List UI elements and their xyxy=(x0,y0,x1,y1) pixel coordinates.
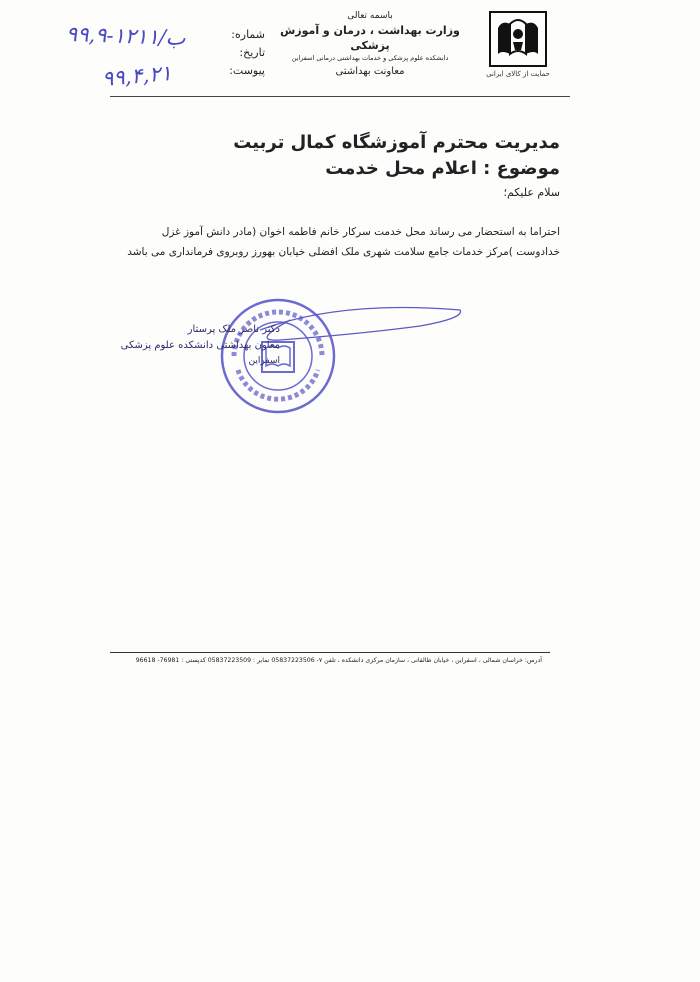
deputy-name: معاونت بهداشتی xyxy=(335,66,405,77)
number-label: شماره: xyxy=(231,28,265,41)
letterhead xyxy=(270,10,470,80)
logo-caption: حمایت از کالای ایرانی xyxy=(486,70,550,78)
ministry-logo xyxy=(488,10,548,68)
footer-divider xyxy=(110,652,550,653)
signatory-city: اسفراین xyxy=(248,356,280,366)
footer-address: آدرس: خراسان شمالی ، اسفراین ، خیابان طالقانی ، سازمان مرکزی دانشکده ، تلفن ۷- 05837223506 نمابر : 05837223509 کدپستی : 76981- 96618 xyxy=(135,657,542,664)
header-divider xyxy=(110,96,570,97)
subject: موضوع : اعلام محل خدمت xyxy=(325,158,560,179)
attachment-label: پیوست: xyxy=(229,64,265,77)
date-label: تاریخ: xyxy=(239,46,265,59)
letter-meta xyxy=(205,26,265,80)
greeting: سلام علیکم؛ xyxy=(503,186,560,199)
handwritten-number: ۹۹,۹-ب/۱۲۱۱ xyxy=(65,21,186,51)
basmala: باسمه تعالی xyxy=(347,11,393,21)
letter-body: احتراما به استحضار می رساند محل خدمت سرکار خانم فاطمه اخوان (مادر دانش آموز غزل خدادوست )مرکز خدمات جامع سلامت شهری ملک افضلی خیابان بهورز روبروی فرمانداری می باشد xyxy=(127,226,560,258)
handwritten-date: ۹۹,۴,۲۱ xyxy=(101,61,173,91)
university-name: دانشکده علوم پزشکی و خدمات بهداشتی درمانی اسفراین xyxy=(291,54,449,62)
ministry-name: وزارت بهداشت ، درمان و آموزش پزشکی xyxy=(280,24,460,52)
signatory-title: معاون بهداشتی دانشکده علوم پزشکی xyxy=(120,340,280,351)
signatory-name: دکتر ناصر ملک پرستار xyxy=(187,324,280,335)
recipient: مدیریت محترم آموزشگاه کمال تربیت xyxy=(233,132,560,153)
